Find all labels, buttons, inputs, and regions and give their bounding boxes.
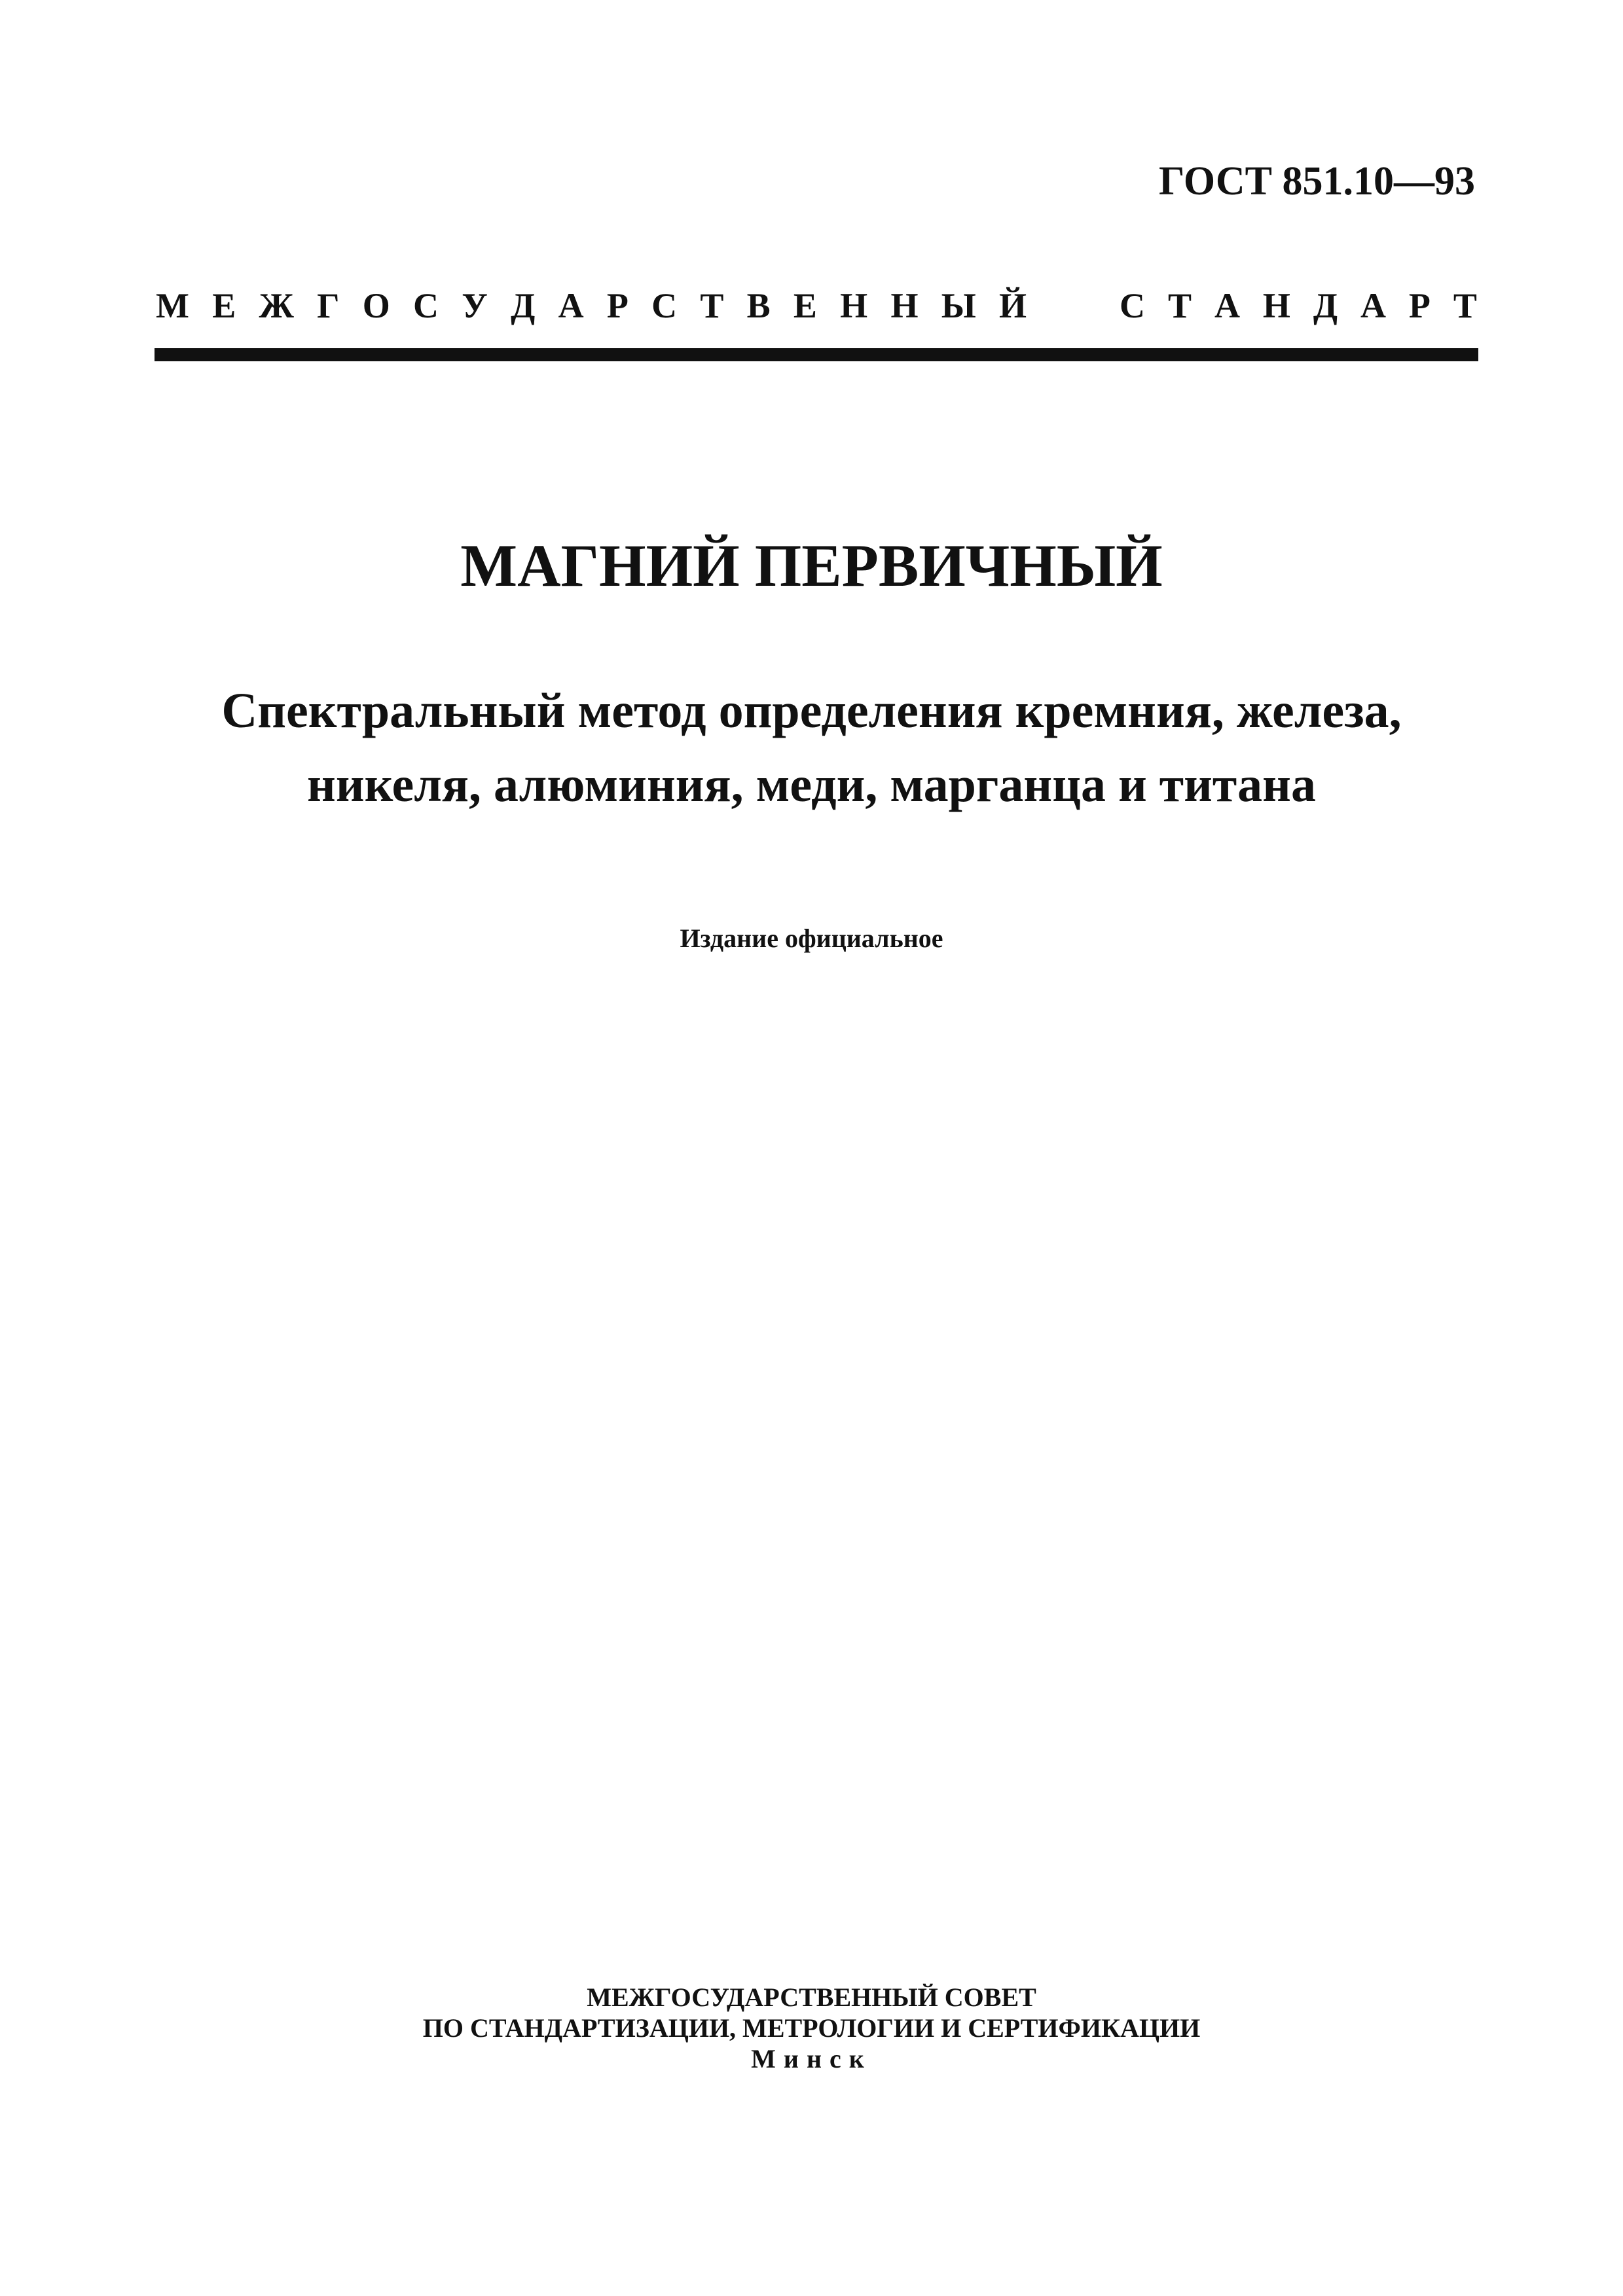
header-rule (155, 348, 1478, 361)
heading-letter: А (558, 286, 584, 325)
subtitle-line-2: никеля, алюминия, меди, марганца и титана (307, 757, 1316, 812)
heading-letter: В (746, 286, 771, 325)
standard-type-word-standard (1120, 288, 1477, 323)
heading-letter: Н (890, 286, 919, 325)
heading-letter: М (156, 286, 189, 325)
heading-letter: Р (606, 286, 629, 325)
heading-letter: Р (1408, 286, 1431, 325)
heading-letter: Н (1262, 286, 1290, 325)
heading-letter: Е (793, 286, 817, 325)
heading-letter: Е (212, 286, 236, 325)
heading-letter: Т (1453, 286, 1477, 325)
heading-letter: Н (840, 286, 868, 325)
heading-letter: А (1214, 286, 1240, 325)
heading-letter: Ж (259, 286, 294, 325)
standard-type-word-interstate (156, 288, 1027, 323)
heading-letter: Т (700, 286, 724, 325)
heading-letter: Д (1313, 286, 1338, 325)
page-title: МАГНИЙ ПЕРВИЧНЫЙ (460, 532, 1163, 599)
heading-letter: А (1360, 286, 1386, 325)
document-number: ГОСТ 851.10—93 (1158, 159, 1475, 204)
subtitle-line-1: Спектральный метод определения кремния, железа, (221, 683, 1402, 738)
heading-letter: Т (1167, 286, 1192, 325)
publisher-line-1: МЕЖГОСУДАРСТВЕННЫЙ СОВЕТ (587, 1982, 1036, 2012)
publisher-city: Минск (751, 2044, 872, 2073)
heading-letter: О (362, 286, 390, 325)
heading-letter: Ы (941, 286, 976, 325)
heading-letter: У (462, 286, 488, 325)
standard-type-heading (156, 288, 1477, 323)
heading-letter: Й (998, 286, 1027, 325)
heading-letter: Г (317, 286, 340, 325)
heading-letter: С (651, 286, 678, 325)
publisher-block (0, 1982, 1623, 2074)
heading-letter: Д (511, 286, 536, 325)
page-subtitle (0, 674, 1623, 822)
publisher-line-2: ПО СТАНДАРТИЗАЦИИ, МЕТРОЛОГИИ И СЕРТИФИКАЦИИ (422, 2013, 1201, 2043)
heading-letter: С (413, 286, 439, 325)
edition-label: Издание официальное (680, 924, 943, 953)
heading-letter: С (1120, 286, 1145, 325)
